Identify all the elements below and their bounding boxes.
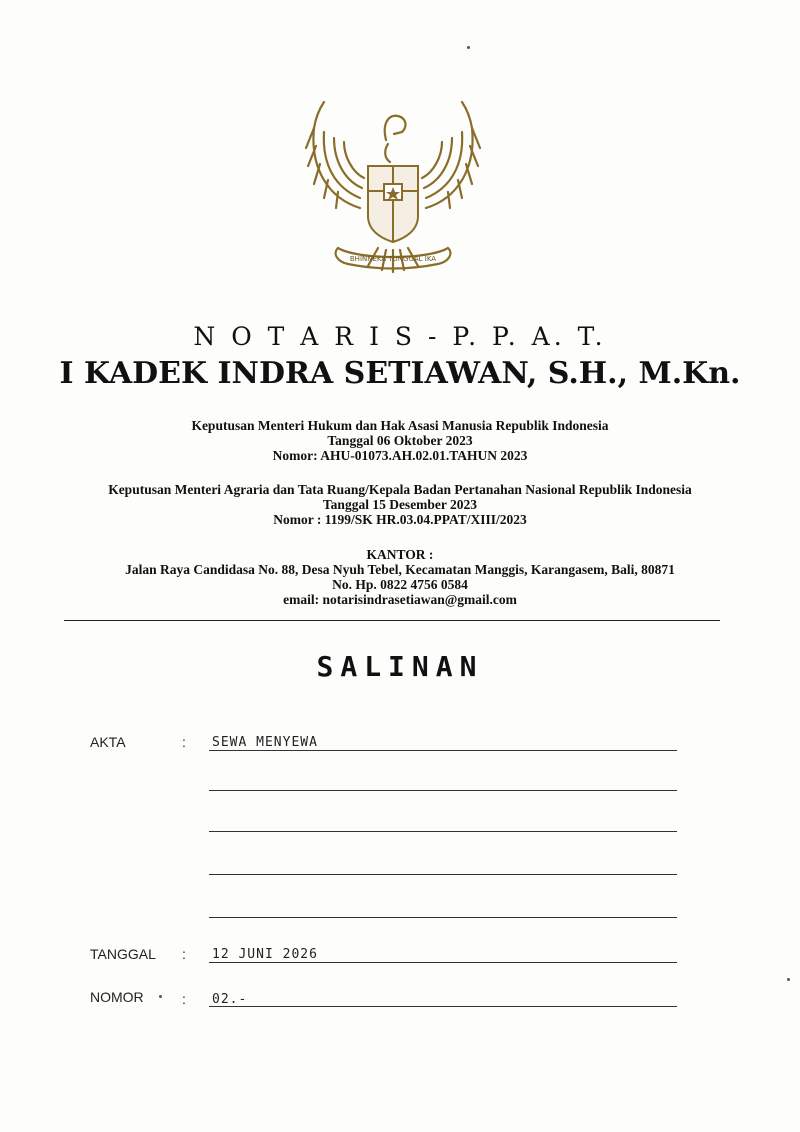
document-title: SALINAN: [316, 650, 484, 683]
notary-name: I KADEK INDRA SETIAWAN, S.H., M.Kn.: [59, 356, 741, 391]
tanggal-value: 12 JUNI 2026: [212, 947, 318, 962]
tanggal-colon: :: [182, 946, 186, 962]
emblem-motto: BHINNEKA TUNGGAL IKA: [349, 255, 437, 263]
tanggal-line: [209, 962, 677, 963]
decree-1-text: Keputusan Menteri Hukum dan Hak Asasi Manusia Republik Indonesia: [191, 418, 609, 433]
office-info: [0, 547, 800, 607]
decree-2-number: Nomor : 1199/SK HR.03.04.PPAT/XIII/2023: [273, 512, 527, 527]
akta-value: SEWA MENYEWA: [212, 735, 318, 750]
decree-1-number: Nomor: AHU-01073.AH.02.01.TAHUN 2023: [272, 448, 528, 463]
scan-speck: [159, 995, 162, 998]
nomor-colon: :: [182, 991, 186, 1007]
akta-line-3: [209, 831, 677, 832]
akta-line-5: [209, 917, 677, 918]
akta-colon: :: [182, 734, 186, 750]
nomor-value: 02.-: [212, 992, 248, 1007]
office-type-title: N O T A R I S - P. P. A. T.: [193, 322, 607, 351]
decree-1-date: Tanggal 06 Oktober 2023: [327, 433, 473, 448]
decree-2-date: Tanggal 15 Desember 2023: [322, 497, 478, 512]
decree-2-text: Keputusan Menteri Agraria dan Tata Ruang/Kepala Badan Pertanahan Nasional Republik Indonesia: [108, 482, 692, 497]
decree-ministry-law: [0, 418, 800, 463]
office-address: Jalan Raya Candidasa No. 88, Desa Nyuh Tebel, Kecamatan Manggis, Karangasem, Bali, 80871: [125, 562, 675, 577]
akta-line-1: [209, 750, 677, 751]
tanggal-label: TANGGAL: [90, 946, 156, 962]
office-phone: No. Hp. 0822 4756 0584: [332, 577, 468, 592]
scan-speck: [467, 46, 470, 49]
header-divider: [64, 620, 720, 621]
office-email: email: notarisindrasetiawan@gmail.com: [283, 592, 517, 607]
akta-line-4: [209, 874, 677, 875]
nomor-line: [209, 1006, 677, 1007]
decree-ministry-agraria: [0, 482, 800, 527]
scan-speck: [787, 978, 790, 981]
nomor-label: NOMOR: [90, 989, 144, 1005]
garuda-pancasila-emblem-icon: [298, 88, 488, 288]
office-label: KANTOR :: [366, 547, 434, 562]
akta-line-2: [209, 790, 677, 791]
akta-label: AKTA: [90, 734, 126, 750]
